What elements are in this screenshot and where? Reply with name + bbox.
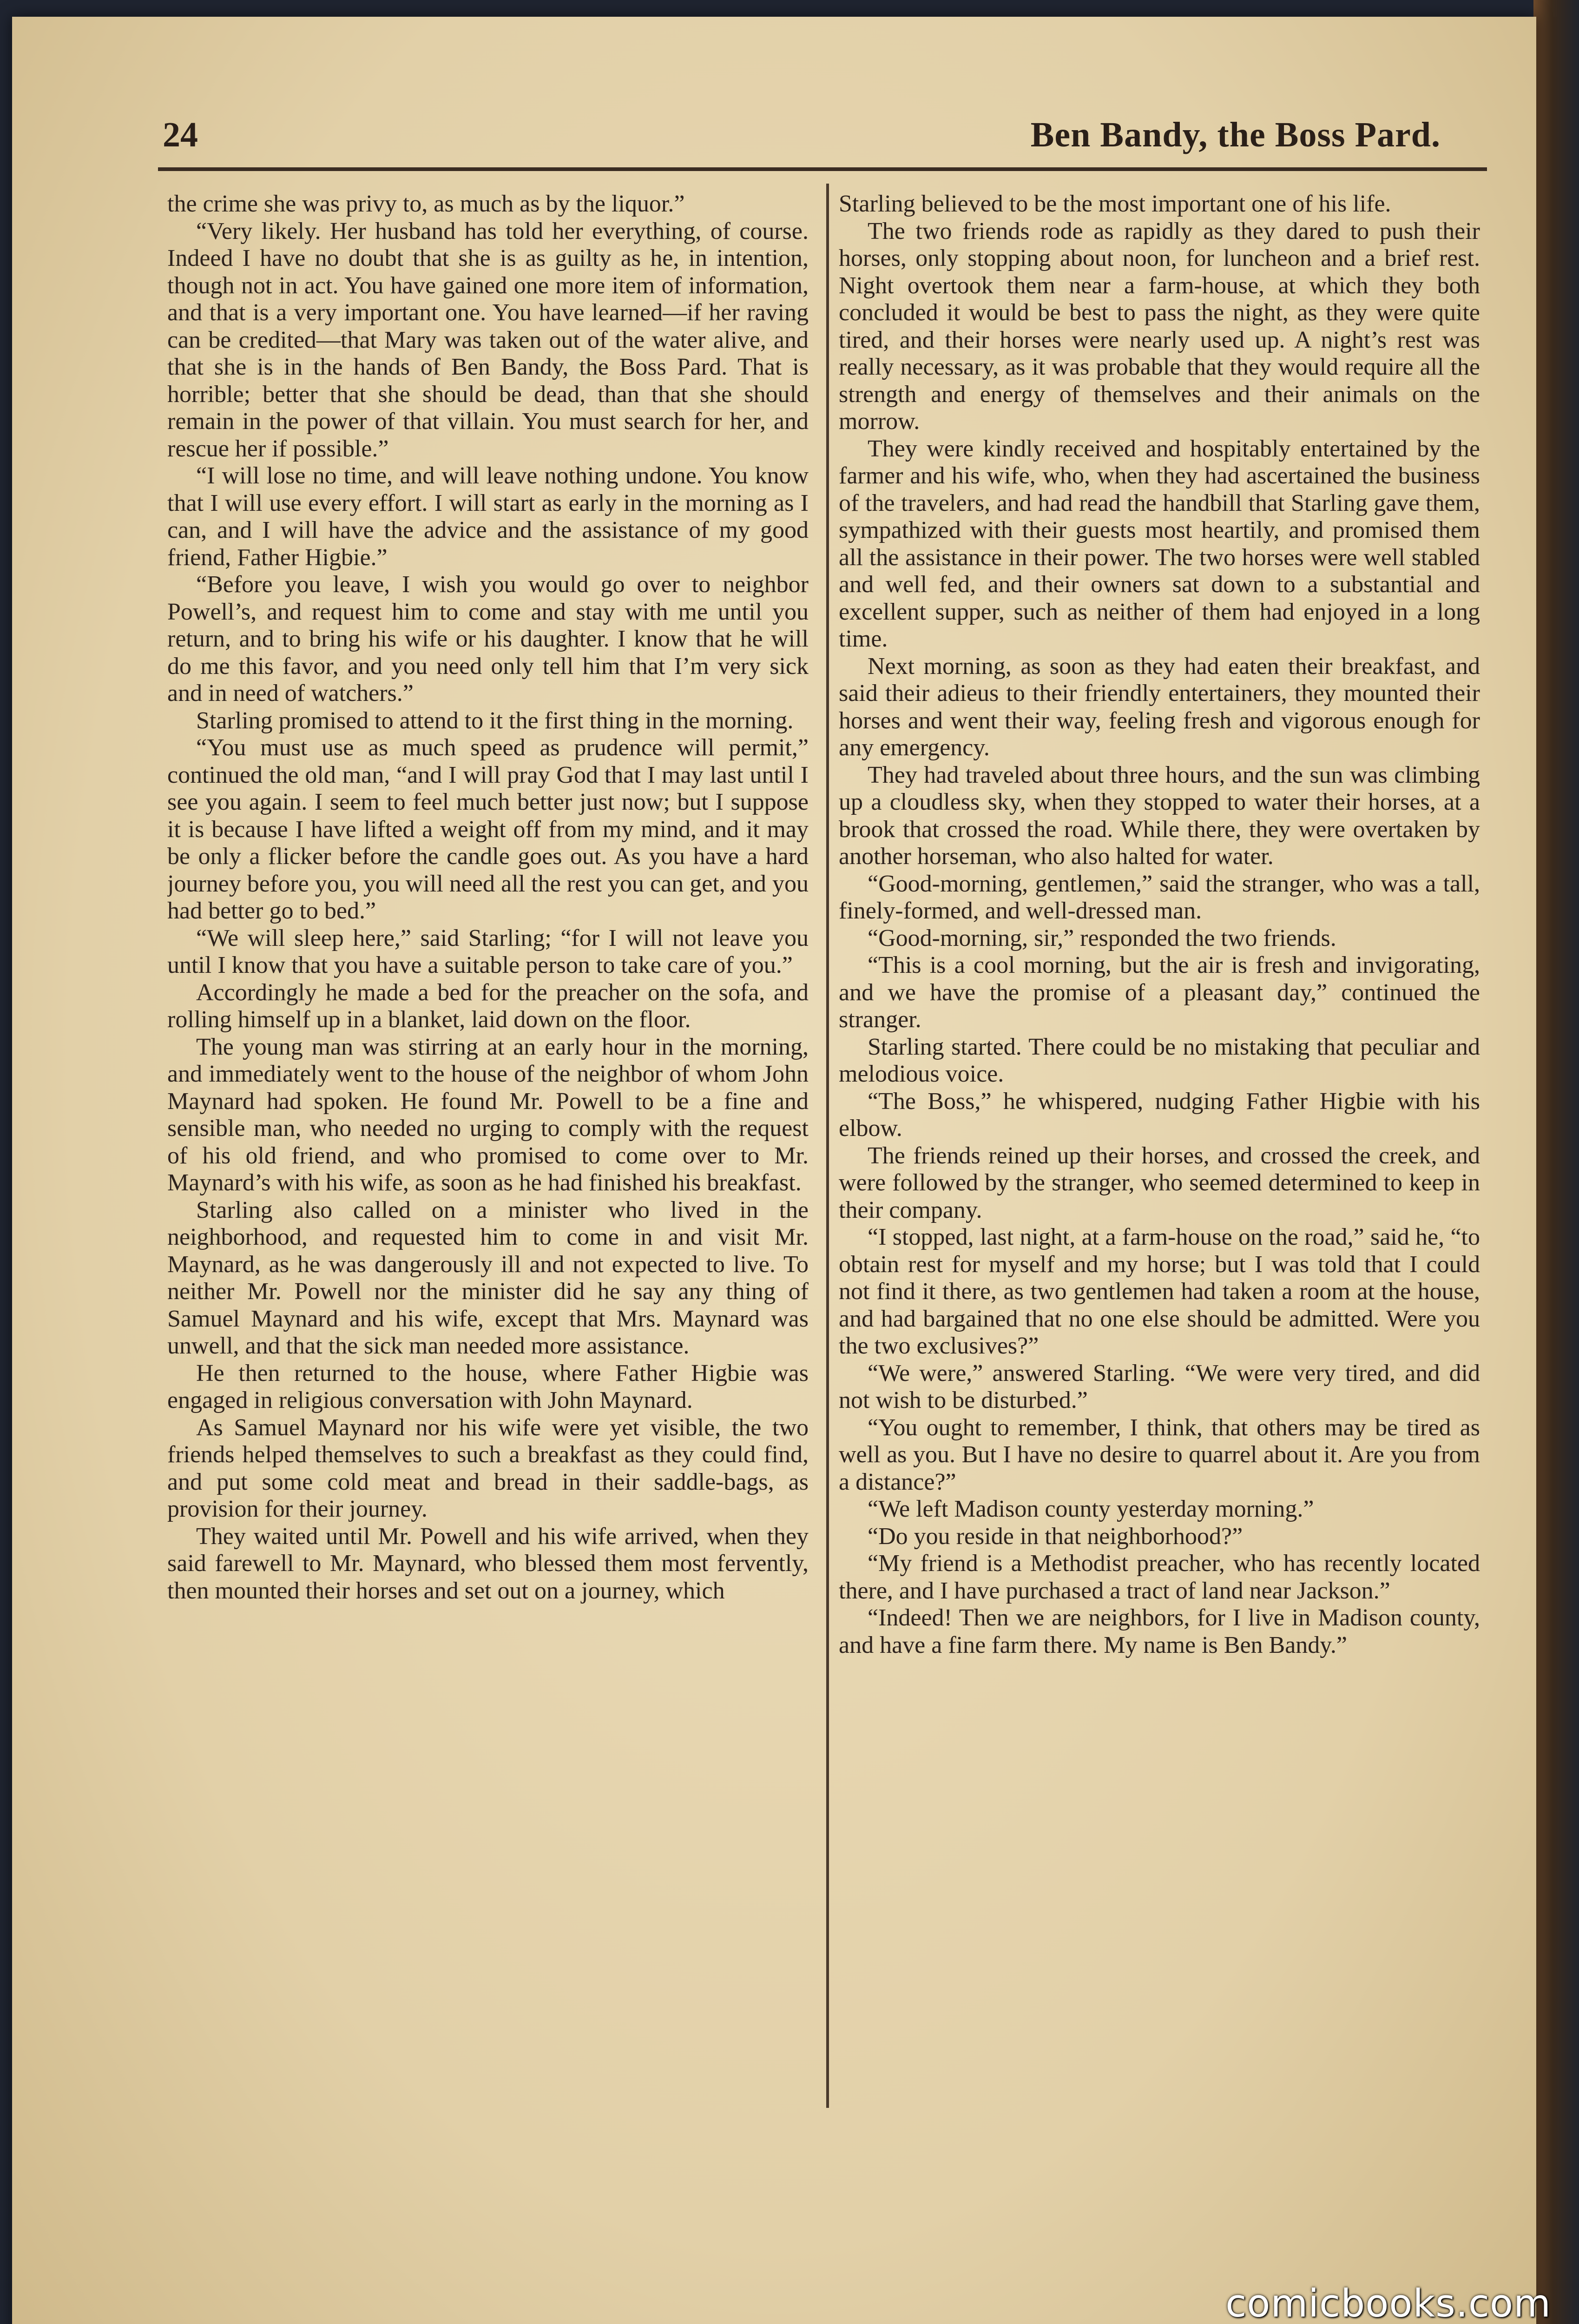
paragraph: They waited until Mr. Powell and his wife arrived, when they said farewell to Mr. Maynard, who blessed them most fervently, then mounted their horses and set out on a journey, which <box>167 1523 809 1604</box>
paragraph: Starling believed to be the most important one of his life. <box>839 191 1391 217</box>
background-edge <box>1533 0 1579 2324</box>
paragraph: “Very likely. Her husband has told her everything, of course. Indeed I have no doubt that she is as guilty as he, in intention, though not in act. You have gained one more item of information, and that is a very important one. You have learned—if her raving can be credited—that Mary was taken out of the water alive, and that she is in the hands of Ben Bandy, the Boss Pard. That is horrible; better that she should be dead, than that she should remain in the power of that villain. You must search for her, and rescue her if possible.” <box>167 218 809 462</box>
paragraph: “We left Madison county yesterday morning.” <box>868 1496 1314 1522</box>
paragraph: Starling also called on a minister who lived in the neighborhood, and requested him to come in and visit Mr. Maynard, as he was dangerously ill and not expected to live. To neither Mr. Powell nor the minister did he say any thing of Samuel Maynard and his wife, except that Mrs. Maynard was unwell, and that the sick man needed more assistance. <box>167 1196 809 1359</box>
paragraph: Starling started. There could be no mistaking that peculiar and melodious voice. <box>839 1033 1480 1087</box>
site-watermark: comicbooks.com <box>1225 2282 1551 2324</box>
paragraph: “Good-morning, sir,” responded the two friends. <box>868 924 1336 951</box>
paragraph: Accordingly he made a bed for the preacher on the sofa, and rolling himself up in a blanket, laid down on the floor. <box>167 979 809 1033</box>
paragraph: “You ought to remember, I think, that others may be tired as well as you. But I have no desire to quarrel about it. Are you from a distance?” <box>839 1414 1480 1495</box>
header-rule <box>158 167 1487 171</box>
paragraph: Next morning, as soon as they had eaten their breakfast, and said their adieus to their friendly entertainers, they mounted their horses and went their way, feeling fresh and vigorous enough for any emergency. <box>839 653 1480 761</box>
paragraph: The two friends rode as rapidly as they dared to push their horses, only stopping about noon, for luncheon and a brief rest. Night overtook them near a farm-house, at which they both concluded it would be best to pass the night, as they were quite tired, and their horses were nearly used up. A night’s rest was really necessary, as it was probable that they would require all the strength and energy of themselves and their animals on the morrow. <box>839 218 1480 435</box>
paragraph: “Before you leave, I wish you would go over to neighbor Powell’s, and request him to come and stay with me until you return, and to bring his wife or his daughter. I know that he will do me this favor, and you need only tell him that I’m very sick and in need of watchers.” <box>167 571 809 706</box>
paragraph: “I will lose no time, and will leave nothing undone. You know that I will use every effort. I will start as early in the morning as I can, and I will have the advice and the assistance of my good friend, Father Higbie.” <box>167 462 809 571</box>
paragraph: “I stopped, last night, at a farm-house on the road,” said he, “to obtain rest for myself and my horse; but I was told that I could not find it there, as two gentlemen had taken a room at the house, and had bargained that no one else should be admitted. Were you the two exclusives?” <box>839 1224 1480 1359</box>
running-head-title: Ben Bandy, the Boss Pard. <box>1030 115 1441 154</box>
paragraph: He then returned to the house, where Father Higbie was engaged in religious conversation with John Maynard. <box>167 1360 809 1413</box>
page-number: 24 <box>163 115 198 154</box>
paragraph: As Samuel Maynard nor his wife were yet visible, the two friends helped themselves to such a breakfast as they could find, and put some cold meat and bread in their saddle-bags, as provision for their journey. <box>167 1414 809 1522</box>
paragraph: “The Boss,” he whispered, nudging Father Higbie with his elbow. <box>839 1088 1480 1142</box>
paragraph: “My friend is a Methodist preacher, who has recently located there, and I have purchased a tract of land near Jackson.” <box>839 1550 1480 1604</box>
paragraph: “Good-morning, gentlemen,” said the stranger, who was a tall, finely-formed, and well-dressed man. <box>839 870 1480 924</box>
paragraph: “We were,” answered Starling. “We were very tired, and did not wish to be disturbed.” <box>839 1360 1480 1413</box>
page-header <box>153 112 1487 167</box>
paragraph: The young man was stirring at an early hour in the morning, and immediately went to the house of the neighbor of whom John Maynard had spoken. He found Mr. Powell to be a fine and sensible man, who needed no urging to comply with the request of his old friend, and who promised to come over to Mr. Maynard’s with his wife, as soon as he had finished his breakfast. <box>167 1033 809 1196</box>
paragraph: “Do you reside in that neighborhood?” <box>868 1523 1243 1550</box>
paragraph: The friends reined up their horses, and crossed the creek, and were followed by the stranger, who seemed determined to keep in their company. <box>839 1142 1480 1223</box>
paragraph: “Indeed! Then we are neighbors, for I live in Madison county, and have a fine farm there. My name is Ben Bandy.” <box>839 1604 1480 1658</box>
right-text-column <box>839 191 1480 2119</box>
paragraph: They had traveled about three hours, and the sun was climbing up a cloudless sky, when they stopped to water their horses, at a brook that crossed the road. While there, they were overtaken by another horseman, who also halted for water. <box>839 761 1480 870</box>
left-text-column <box>167 191 809 2119</box>
paragraph: They were kindly received and hospitably entertained by the farmer and his wife, who, when they had ascertained the business of the travelers, and had read the handbill that Starling gave them, sympathized with their guests most heartily, and promised them all the assistance in their power. The two horses were well stabled and well fed, and their owners sat down to a substantial and excellent supper, such as neither of them had enjoyed in a long time. <box>839 435 1480 652</box>
paragraph: “This is a cool morning, but the air is fresh and invigorating, and we have the promise of a pleasant day,” continued the stranger. <box>839 952 1480 1033</box>
column-divider <box>826 184 829 2108</box>
paragraph: “We will sleep here,” said Starling; “for I will not leave you until I know that you have a suitable person to take care of you.” <box>167 924 809 978</box>
paragraph: Starling promised to attend to it the first thing in the morning. <box>196 707 794 734</box>
paragraph: “You must use as much speed as prudence will permit,” continued the old man, “and I will pray God that I may last until I see you again. I seem to feel much better just now; but I suppose it is because I have lifted a weight off from my mind, and it may be only a flicker before the candle goes out. As you have a hard journey before you, you will need all the rest you can get, and you had better go to bed.” <box>167 734 809 924</box>
paragraph: the crime she was privy to, as much as by the liquor.” <box>167 191 685 217</box>
